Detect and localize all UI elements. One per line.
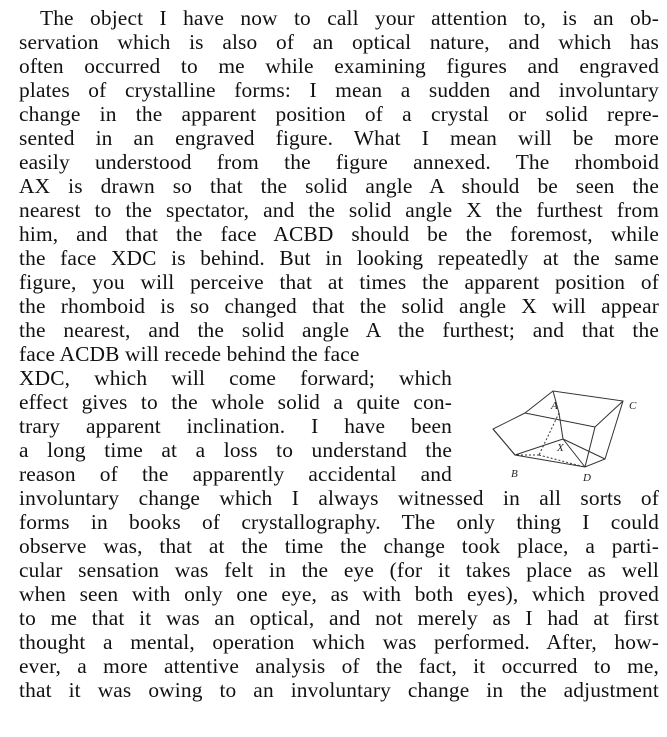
text-line: trary apparent inclination. I have been (19, 414, 452, 438)
text-line: plates of crystalline forms: I mean a sudden and involuntary (19, 78, 659, 102)
label-d: D (583, 472, 592, 484)
label-b: B (511, 468, 518, 480)
label-c: C (629, 400, 637, 412)
rhomboid-hidden-edge (493, 429, 515, 455)
text-line: a long time at a loss to understand the (19, 438, 452, 462)
text-line: servation which is also of an optical nature, and which has (19, 30, 659, 54)
rhomboid-figure (475, 383, 655, 495)
text-line: reason of the apparently accidental and (19, 462, 452, 486)
text-line: to me that it was an optical, and not merely as I had at first (19, 606, 659, 630)
text-line: the face XDC is behind. But in looking repeatedly at the same (19, 246, 659, 270)
rhomboid-hidden-edge (539, 455, 585, 467)
rhomboid-edge (559, 413, 563, 439)
text-line: nearest to the spectator, and the solid angle X the furthest from (19, 198, 659, 222)
text-line: him, and that the face ACBD should be the foremost, while (19, 222, 659, 246)
text-line: the rhomboid is so changed that the solid angle X will appear (19, 294, 659, 318)
text-line: often occurred to me while examining figures and engraved (19, 54, 659, 78)
rhomboid-edge (515, 439, 563, 455)
rhomboid-edge (493, 391, 623, 467)
text-line: AX is drawn so that the solid angle A should be seen the (19, 174, 659, 198)
rhomboid-edge (585, 427, 595, 467)
text-line: sented in an engraved figure. What I mean will be more (19, 126, 659, 150)
text-line: cular sensation was felt in the eye (for it takes place as well (19, 558, 659, 582)
text-line: thought a mental, operation which was performed. After, how- (19, 630, 659, 654)
text-line: change in the apparent position of a crystal or solid repre- (19, 102, 659, 126)
text-line: when seen with only one eye, as with both eyes), which proved (19, 582, 659, 606)
text-line: The object I have now to call your attention to, is an ob- (40, 6, 659, 30)
text-line: figure, you will perceive that at times the apparent position of (19, 270, 659, 294)
label-a: A (551, 400, 558, 412)
text-line: observe was, that at the time the change took place, a parti- (19, 534, 659, 558)
rhomboid-edge (563, 439, 605, 459)
text-line: forms in books of crystallography. The only thing I could (19, 510, 659, 534)
text-line: involuntary change which I always witnessed in all sorts of (19, 486, 659, 510)
text-line: XDC, which will come forward; which (19, 366, 452, 390)
text-line: ever, a more attentive analysis of the fact, it occurred to me, (19, 654, 659, 678)
text-line: that it was owing to an involuntary change in the adjustment (19, 678, 659, 702)
text-line: easily understood from the figure annexed. The rhomboid (19, 150, 659, 174)
rhomboid-drawing (475, 383, 655, 495)
label-x: X (557, 442, 564, 454)
text-line: effect gives to the whole solid a quite con- (19, 390, 452, 414)
text-line: face ACDB will recede behind the face (19, 342, 360, 366)
text-line: the nearest, and the solid angle A the furthest; and that the (19, 318, 659, 342)
rhomboid-edge (563, 439, 585, 467)
